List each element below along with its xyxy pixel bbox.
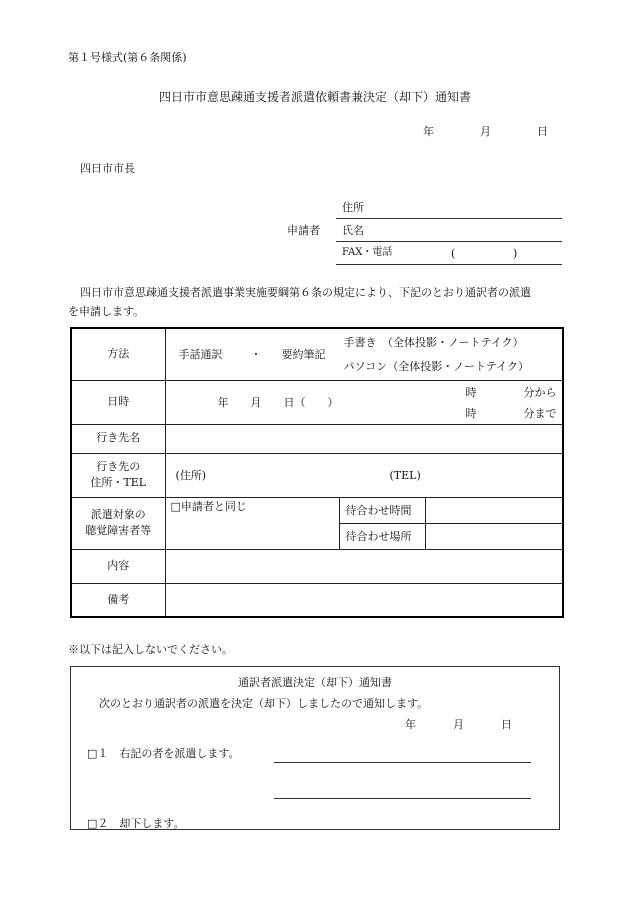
target-label-line-1: 派遣対象の xyxy=(90,507,146,521)
dest-address-placeholder: (住所) xyxy=(175,468,207,482)
method-cell[interactable] xyxy=(165,328,563,380)
datetime-date-fields: 年 月 日（ ） xyxy=(217,395,339,409)
row-remarks xyxy=(71,583,563,617)
dispatch-name-line-2[interactable] xyxy=(274,798,531,799)
meeting-time-label: 待合わせ時間 xyxy=(339,497,425,523)
applicant-address-label: 住所 xyxy=(342,201,364,214)
row-datetime xyxy=(71,380,563,424)
row-dest-address xyxy=(71,453,563,497)
notice-month: 月 xyxy=(453,718,464,731)
notice-option-1[interactable]: □１ 右記の者を派遣します。 xyxy=(87,747,240,760)
applicant-name-label: 氏名 xyxy=(342,224,364,237)
content-label: 内容 xyxy=(71,549,165,583)
datetime-until: 分まで xyxy=(523,406,557,420)
option-summary-writing[interactable]: 要約筆記 xyxy=(281,348,326,361)
intro-line-1: 四日市市意思疎通支援者派遣事業実施要綱第６条の規定により、下記のとおり通訳者の派遣 xyxy=(80,286,531,299)
note: ※以下は記入しないでください。 xyxy=(68,643,233,656)
datetime-hour-2: 時 xyxy=(465,406,477,420)
datetime-from: 分から xyxy=(523,385,557,399)
datetime-label: 日時 xyxy=(71,380,165,424)
paren-open: ( xyxy=(451,247,456,260)
dest-address-label xyxy=(71,453,165,497)
notice-day: 日 xyxy=(501,718,512,731)
content-field[interactable] xyxy=(165,549,563,583)
option-handwriting[interactable]: 手書き （全体投影・ノートテイク） xyxy=(343,336,524,349)
destination-field[interactable] xyxy=(165,424,563,453)
intro-line-2: を申請します。 xyxy=(68,305,145,318)
dispatch-name-line-1[interactable] xyxy=(274,762,531,763)
notice-box xyxy=(70,666,560,830)
option-sign-language[interactable]: 手話通訳 xyxy=(178,348,223,361)
row-method xyxy=(71,328,563,380)
row-destination xyxy=(71,424,563,453)
addressee: 四日市市長 xyxy=(80,162,135,175)
date-year: 年 xyxy=(423,125,434,138)
dest-tel-placeholder: (TEL) xyxy=(389,468,421,482)
target-label xyxy=(71,497,165,549)
target-label-line-2: 聴覚障害者等 xyxy=(85,524,152,537)
applicant-fax-tel-label: FAX・電話 xyxy=(342,247,393,258)
option-pc[interactable]: パソコン（全体投影・ノートテイク） xyxy=(343,360,529,373)
paren-close: ) xyxy=(513,247,518,260)
same-as-applicant-checkbox[interactable]: □申請者と同じ xyxy=(170,499,247,513)
notice-option-2[interactable]: □２ 却下します。 xyxy=(87,817,185,830)
row-target-1 xyxy=(71,497,563,523)
method-label: 方法 xyxy=(71,328,165,380)
notice-title: 通訳者派遣決定（却下）通知書 xyxy=(238,676,392,689)
meeting-place-field[interactable] xyxy=(425,523,563,549)
meeting-place-label: 待合わせ場所 xyxy=(339,523,425,549)
remarks-field[interactable] xyxy=(165,583,563,617)
request-table xyxy=(70,327,564,618)
applicant-fax-tel-line[interactable] xyxy=(336,264,562,265)
datetime-hour-1: 時 xyxy=(465,385,477,399)
row-content xyxy=(71,549,563,583)
dest-address-label-line-1: 行き先の xyxy=(96,459,141,473)
option-separator: ・ xyxy=(250,348,262,361)
date-day: 日 xyxy=(537,125,548,138)
applicant-address-line[interactable] xyxy=(336,218,562,219)
notice-body: 次のとおり通訳者の派遣を決定（却下）しましたので通知します。 xyxy=(99,697,429,710)
same-as-applicant-cell xyxy=(165,497,339,549)
dest-address-label-line-2: 住所・TEL xyxy=(90,476,147,489)
meeting-time-field[interactable] xyxy=(425,497,563,523)
remarks-label: 備考 xyxy=(71,583,165,617)
page-title: 四日市市意思疎通支援者派遣依頼書兼決定（却下）通知書 xyxy=(158,90,471,104)
dest-address-cell[interactable] xyxy=(165,453,563,497)
destination-label: 行き先名 xyxy=(71,424,165,453)
form-number: 第１号様式(第６条関係) xyxy=(68,51,187,64)
applicant-label: 申請者 xyxy=(287,224,320,237)
date-month: 月 xyxy=(480,125,491,138)
applicant-name-line[interactable] xyxy=(336,241,562,242)
datetime-cell[interactable] xyxy=(165,380,563,424)
notice-year: 年 xyxy=(405,718,416,731)
